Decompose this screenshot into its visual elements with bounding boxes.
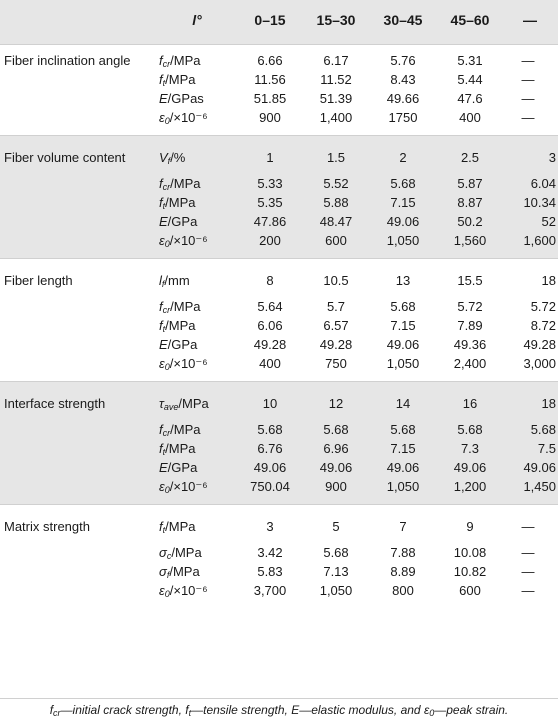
value-cell: 52	[541, 214, 556, 229]
value-cell: 400	[259, 356, 281, 371]
value-cell: 750.04	[250, 479, 290, 494]
label-symbol: f	[159, 299, 163, 314]
table-row	[0, 231, 558, 250]
label-unit: /GPa	[167, 460, 198, 475]
value-cell: 10.5	[323, 273, 349, 288]
label-unit: /MPa	[170, 53, 201, 68]
value-cell: 1,050	[386, 233, 420, 248]
value-cell: 18	[541, 273, 556, 288]
row-label	[159, 511, 195, 543]
value-cell: 1750	[388, 110, 418, 125]
value-cell: 49.06	[386, 337, 420, 352]
label-symbol: f	[159, 422, 163, 437]
label-subscript: 0	[164, 116, 170, 126]
header-col: 45–60	[450, 12, 490, 28]
value-cell: 7.5	[537, 441, 556, 456]
value-cell: 15.5	[457, 273, 483, 288]
footnote-symbol: E	[291, 703, 300, 717]
row-label	[159, 316, 195, 335]
value-cell: 49.06	[386, 460, 420, 475]
value-cell: 1,200	[453, 479, 487, 494]
footnote-text: —elastic modulus, and	[299, 703, 424, 717]
label-unit: /×10⁻⁶	[169, 356, 208, 371]
value-cell: 49.28	[319, 337, 353, 352]
label-symbol: ε	[159, 233, 165, 248]
row-label	[159, 212, 197, 231]
table-body	[0, 44, 558, 608]
value-cell: 5	[332, 519, 340, 534]
table-row	[0, 142, 558, 174]
value-cell: 5.83	[257, 564, 283, 579]
value-cell: 11.52	[320, 72, 352, 87]
footnote-subscript: 0	[429, 708, 435, 718]
row-group	[0, 135, 558, 258]
table-row	[0, 51, 558, 70]
value-cell: 5.31	[457, 53, 483, 68]
value-cell: 8	[266, 273, 274, 288]
value-cell: 49.28	[523, 337, 556, 352]
label-subscript: ave	[163, 402, 179, 412]
label-symbol: l	[159, 273, 162, 288]
value-cell: 5.72	[530, 299, 556, 314]
row-label	[159, 193, 195, 212]
label-symbol: τ	[159, 396, 164, 411]
row-label	[159, 70, 195, 89]
label-unit: /MPa	[165, 195, 196, 210]
value-cell: 10.34	[523, 195, 556, 210]
table-row	[0, 581, 558, 600]
row-label	[159, 142, 185, 174]
table-row	[0, 388, 558, 420]
footnote-text: —initial crack strength,	[60, 703, 186, 717]
value-cell: 5.33	[257, 176, 283, 191]
value-cell: 47.86	[253, 214, 287, 229]
row-label	[159, 477, 208, 496]
value-cell: 1,050	[386, 356, 420, 371]
row-label	[159, 89, 204, 108]
row-label	[159, 388, 209, 420]
label-subscript: c	[166, 551, 172, 561]
value-cell: 7	[399, 519, 407, 534]
row-group	[0, 258, 558, 381]
value-cell: 49.06	[253, 460, 287, 475]
value-cell: 8.72	[530, 318, 556, 333]
label-unit: /×10⁻⁶	[169, 110, 208, 125]
value-cell: 6.57	[323, 318, 349, 333]
label-unit: /MPa	[165, 441, 196, 456]
value-cell: 5.76	[390, 53, 416, 68]
label-symbol: f	[159, 176, 163, 191]
row-label	[159, 458, 197, 477]
value-cell: 49.06	[523, 460, 556, 475]
label-subscript: 0	[164, 485, 170, 495]
label-subscript: cr	[162, 428, 171, 438]
table-header	[0, 0, 558, 44]
table-row	[0, 543, 558, 562]
value-cell: 3,000	[523, 356, 556, 371]
label-unit: /MPa	[170, 176, 201, 191]
spacer	[0, 373, 558, 381]
header-col: 30–45	[383, 12, 423, 28]
label-unit: /%	[170, 150, 186, 165]
value-cell: —	[521, 564, 535, 579]
value-cell: 10	[262, 396, 278, 411]
label-symbol: ε	[159, 110, 165, 125]
value-cell: 3	[548, 150, 556, 165]
value-cell: 7.3	[460, 441, 480, 456]
category-label: Interface strength	[4, 396, 106, 411]
value-cell: 600	[459, 583, 481, 598]
table-row	[0, 335, 558, 354]
row-group	[0, 44, 558, 135]
footnote-symbol: ε	[423, 703, 430, 717]
value-cell: —	[521, 583, 535, 598]
label-unit: /MPa	[170, 299, 201, 314]
value-cell: 49.36	[453, 337, 487, 352]
spacer	[0, 600, 558, 608]
header-col: —	[523, 12, 537, 28]
value-cell: 5.68	[390, 422, 416, 437]
label-symbol: ε	[159, 479, 165, 494]
value-cell: 14	[395, 396, 411, 411]
label-unit: /MPa	[178, 396, 209, 411]
value-cell: 8.43	[390, 72, 416, 87]
value-cell: 1,050	[319, 583, 353, 598]
footnote	[0, 698, 558, 723]
value-cell: 5.68	[390, 176, 416, 191]
label-subscript: f	[167, 156, 171, 166]
value-cell: 900	[325, 479, 347, 494]
row-group	[0, 504, 558, 608]
label-symbol: σ	[159, 545, 167, 560]
table-row	[0, 316, 558, 335]
value-cell: 11.56	[254, 72, 286, 87]
value-cell: 49.06	[386, 214, 420, 229]
label-unit: /MPa	[169, 564, 200, 579]
label-subscript: cr	[162, 182, 171, 192]
value-cell: 5.72	[457, 299, 483, 314]
value-cell: —	[521, 519, 535, 534]
value-cell: 1,560	[453, 233, 487, 248]
category-label: Fiber inclination angle	[4, 53, 131, 68]
label-unit: /GPa	[167, 337, 198, 352]
label-subscript: t	[162, 78, 166, 88]
footnote-subscript: t	[188, 708, 192, 718]
value-cell: 10.82	[453, 564, 487, 579]
row-label	[159, 297, 200, 316]
value-cell: 6.96	[323, 441, 349, 456]
value-cell: 400	[459, 110, 481, 125]
label-symbol: V	[159, 150, 168, 165]
label-symbol: E	[159, 460, 168, 475]
value-cell: 7.88	[390, 545, 416, 560]
value-cell: 49.66	[386, 91, 420, 106]
value-cell: 2	[399, 150, 407, 165]
value-cell: 5.68	[390, 299, 416, 314]
label-symbol: f	[159, 441, 163, 456]
value-cell: —	[521, 91, 535, 106]
footnote-text: —peak strain.	[434, 703, 509, 717]
label-symbol: ε	[159, 356, 165, 371]
value-cell: 50.2	[457, 214, 483, 229]
value-cell: 18	[541, 396, 556, 411]
value-cell: 13	[395, 273, 411, 288]
spacer	[0, 496, 558, 504]
value-cell: 10.08	[453, 545, 487, 560]
value-cell: 1,400	[319, 110, 353, 125]
label-unit: /MPa	[170, 422, 201, 437]
label-symbol: f	[159, 318, 163, 333]
category-label: Matrix strength	[4, 519, 90, 534]
value-cell: 16	[462, 396, 478, 411]
value-cell: 1,600	[523, 233, 556, 248]
value-cell: 8.87	[457, 195, 483, 210]
row-label	[159, 174, 200, 193]
row-label	[159, 265, 190, 297]
table-row	[0, 89, 558, 108]
label-subscript: t	[162, 525, 166, 535]
row-group	[0, 381, 558, 504]
label-subscript: f	[166, 570, 170, 580]
footnote-symbol: f	[49, 703, 54, 717]
label-subscript: t	[162, 201, 166, 211]
label-subscript: cr	[162, 59, 171, 69]
value-cell: 7.15	[390, 318, 416, 333]
value-cell: 7.15	[390, 195, 416, 210]
row-label	[159, 562, 200, 581]
value-cell: 49.06	[319, 460, 353, 475]
value-cell: 900	[259, 110, 281, 125]
value-cell: 3	[266, 519, 274, 534]
value-cell: 750	[325, 356, 347, 371]
label-unit: /MPa	[165, 318, 196, 333]
value-cell: 5.64	[257, 299, 283, 314]
table-row	[0, 511, 558, 543]
value-cell: 51.85	[253, 91, 287, 106]
value-cell: —	[521, 545, 535, 560]
value-cell: 6.17	[323, 53, 349, 68]
table-row	[0, 174, 558, 193]
category-label: Fiber length	[4, 273, 73, 288]
footnote-text: —tensile strength,	[191, 703, 292, 717]
label-symbol: f	[159, 519, 163, 534]
category-label: Fiber volume content	[4, 150, 126, 165]
table-row	[0, 477, 558, 496]
value-cell: 7.89	[457, 318, 483, 333]
footnote-symbol: f	[185, 703, 189, 717]
value-cell: 5.52	[323, 176, 349, 191]
footnote-subscript: cr	[53, 708, 61, 718]
label-symbol: f	[159, 195, 163, 210]
table-row	[0, 420, 558, 439]
label-subscript: cr	[162, 305, 171, 315]
table-row	[0, 458, 558, 477]
label-symbol: E	[159, 91, 168, 106]
value-cell: 5.68	[323, 422, 349, 437]
table-row	[0, 265, 558, 297]
value-cell: 6.06	[257, 318, 283, 333]
value-cell: 6.04	[530, 176, 556, 191]
label-subscript: 0	[164, 362, 170, 372]
value-cell: 49.28	[253, 337, 287, 352]
value-cell: 48.47	[319, 214, 353, 229]
value-cell: 2.5	[460, 150, 480, 165]
label-symbol: ε	[159, 583, 165, 598]
table-row	[0, 212, 558, 231]
value-cell: 5.44	[457, 72, 483, 87]
label-unit: /GPas	[167, 91, 204, 106]
value-cell: 1,050	[386, 479, 420, 494]
table-row	[0, 108, 558, 127]
label-unit: /MPa	[171, 545, 202, 560]
table-row	[0, 354, 558, 373]
value-cell: 8.89	[390, 564, 416, 579]
value-cell: 5.88	[323, 195, 349, 210]
value-cell: —	[521, 110, 535, 125]
value-cell: 5.35	[257, 195, 283, 210]
value-cell: 5.7	[326, 299, 346, 314]
value-cell: 800	[392, 583, 414, 598]
value-cell: 1,450	[523, 479, 556, 494]
value-cell: 51.39	[319, 91, 353, 106]
label-symbol: E	[159, 337, 168, 352]
label-subscript: t	[162, 447, 166, 457]
row-label	[159, 354, 208, 373]
row-label	[159, 335, 197, 354]
value-cell: 47.6	[457, 91, 483, 106]
value-cell: 2,400	[453, 356, 487, 371]
row-label	[159, 439, 195, 458]
row-label	[159, 231, 208, 250]
label-unit: /×10⁻⁶	[169, 583, 208, 598]
table-row	[0, 439, 558, 458]
label-symbol: σ	[159, 564, 167, 579]
label-subscript: f	[161, 279, 165, 289]
label-unit: /×10⁻⁶	[169, 479, 208, 494]
value-cell: 12	[328, 396, 344, 411]
label-unit: /GPa	[167, 214, 198, 229]
value-cell: 49.06	[453, 460, 487, 475]
label-symbol: f	[159, 53, 163, 68]
value-cell: 7.15	[390, 441, 416, 456]
spacer	[0, 250, 558, 258]
value-cell: 6.76	[257, 441, 283, 456]
value-cell: 5.68	[457, 422, 483, 437]
value-cell: 5.68	[323, 545, 349, 560]
header-col: 0–15	[254, 12, 286, 28]
value-cell: 5.68	[257, 422, 283, 437]
spacer	[0, 127, 558, 135]
label-unit: /mm	[164, 273, 190, 288]
value-cell: 9	[466, 519, 474, 534]
row-label	[159, 543, 202, 562]
table-row	[0, 70, 558, 89]
value-cell: 3.42	[257, 545, 283, 560]
table-row	[0, 562, 558, 581]
table-row	[0, 193, 558, 212]
header-col: 15–30	[316, 12, 356, 28]
label-unit: /×10⁻⁶	[169, 233, 208, 248]
value-cell: —	[521, 72, 535, 87]
label-symbol: E	[159, 214, 168, 229]
label-unit: /MPa	[165, 519, 196, 534]
value-cell: 200	[259, 233, 281, 248]
value-cell: —	[521, 53, 535, 68]
label-subscript: 0	[164, 239, 170, 249]
label-unit: /MPa	[165, 72, 196, 87]
header-param: l°	[192, 12, 202, 28]
value-cell: 600	[325, 233, 347, 248]
value-cell: 5.87	[457, 176, 483, 191]
table-row	[0, 297, 558, 316]
row-label	[159, 420, 200, 439]
label-symbol: f	[159, 72, 163, 87]
row-label	[159, 108, 208, 127]
row-label	[159, 581, 208, 600]
row-label	[159, 51, 200, 70]
value-cell: 3,700	[253, 583, 287, 598]
value-cell: 1	[266, 150, 274, 165]
value-cell: 7.13	[323, 564, 349, 579]
label-subscript: t	[162, 324, 166, 334]
value-cell: 5.68	[530, 422, 556, 437]
label-subscript: 0	[164, 589, 170, 599]
value-cell: 6.66	[257, 53, 283, 68]
value-cell: 1.5	[326, 150, 346, 165]
